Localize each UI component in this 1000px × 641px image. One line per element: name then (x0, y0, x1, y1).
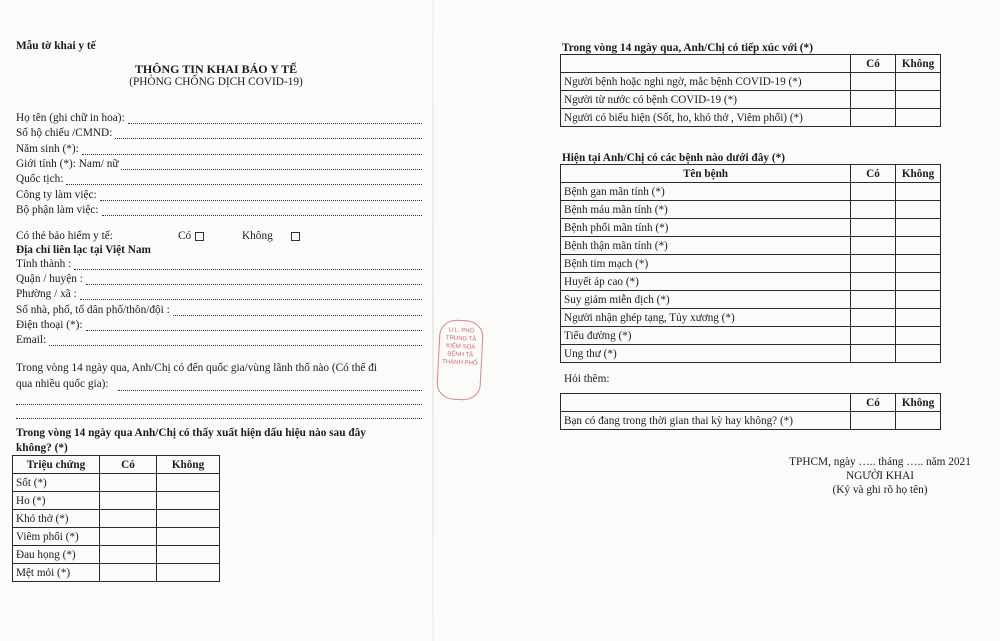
travel-answer-line[interactable] (16, 404, 422, 405)
ask-more-label: Hỏi thêm: (564, 373, 610, 385)
answer-yes-cell[interactable] (100, 546, 157, 564)
personal-field-input[interactable] (66, 184, 422, 185)
table-row (561, 291, 941, 309)
table-row (561, 255, 941, 273)
answer-no-cell[interactable] (896, 109, 941, 127)
table-row (13, 564, 220, 582)
address-field-label: Quận / huyện : (16, 273, 83, 286)
row-label: Viêm phổi (*) (13, 528, 100, 546)
insurance-label: Có thẻ bảo hiểm y tế: (16, 230, 113, 242)
column-header: Không (896, 165, 941, 183)
column-header: Không (157, 456, 220, 474)
personal-field-label: Quốc tịch: (16, 173, 64, 186)
insurance-no[interactable] (242, 230, 300, 242)
travel-answer-line[interactable] (118, 390, 422, 391)
answer-no-cell[interactable] (896, 291, 941, 309)
table-row (13, 546, 220, 564)
row-label: Bệnh tim mạch (*) (561, 255, 851, 273)
page-fold (432, 0, 434, 641)
row-label: Sốt (*) (13, 474, 100, 492)
answer-yes-cell[interactable] (851, 273, 896, 291)
answer-no-cell[interactable] (157, 528, 220, 546)
answer-yes-cell[interactable] (100, 528, 157, 546)
personal-field-input[interactable] (100, 200, 422, 201)
symptoms-question-line1: Trong vòng 14 ngày qua Anh/Chị có thấy xuất hiện dấu hiệu nào sau đây (16, 427, 366, 439)
form-subtitle: (PHÒNG CHỐNG DỊCH COVID-19) (129, 76, 303, 88)
row-label: Khó thở (*) (13, 510, 100, 528)
row-label: Tiểu đường (*) (561, 327, 851, 345)
signature-date-line: TPHCM, ngày ….. tháng ….. năm 2021 (789, 456, 971, 468)
table-header-row (13, 456, 220, 474)
answer-yes-cell[interactable] (100, 492, 157, 510)
row-label: Ung thư (*) (561, 345, 851, 363)
answer-no-cell[interactable] (896, 309, 941, 327)
table-row (561, 183, 941, 201)
insurance-yes-label: Có (178, 230, 192, 242)
row-label: Người bệnh hoặc nghi ngờ, mắc bệnh COVID-19 (*) (561, 73, 851, 91)
answer-no-cell[interactable] (896, 327, 941, 345)
table-row (561, 327, 941, 345)
row-label: Mệt mỏi (*) (13, 564, 100, 582)
address-field-label: Điện thoại (*): (16, 318, 83, 331)
stamp-text: BỆNH TẬ (447, 351, 474, 359)
answer-yes-cell[interactable] (851, 109, 896, 127)
table-row (561, 109, 941, 127)
answer-no-cell[interactable] (157, 564, 220, 582)
personal-field-label: Số hộ chiếu /CMND: (16, 127, 113, 140)
answer-no-cell[interactable] (896, 412, 941, 430)
answer-yes-cell[interactable] (851, 327, 896, 345)
personal-field-label: Công ty làm việc: (16, 188, 97, 201)
answer-yes-cell[interactable] (851, 291, 896, 309)
answer-yes-cell[interactable] (851, 237, 896, 255)
answer-no-cell[interactable] (896, 237, 941, 255)
disease-heading: Hiện tại Anh/Chị có các bệnh nào dưới đây (*) (562, 152, 785, 164)
table-row (561, 73, 941, 91)
answer-no-cell[interactable] (157, 474, 220, 492)
personal-field-label: Năm sinh (*): (16, 142, 79, 155)
table-row (561, 309, 941, 327)
column-header: Có (100, 456, 157, 474)
address-field-label: Email: (16, 334, 47, 346)
personal-field-input[interactable] (82, 154, 422, 155)
answer-no-cell[interactable] (896, 273, 941, 291)
symptoms-table (12, 455, 220, 582)
column-header: Triệu chứng (13, 456, 100, 474)
personal-field-label: Bộ phận làm việc: (16, 203, 99, 216)
column-header: Tên bệnh (561, 165, 851, 183)
table-row (561, 237, 941, 255)
address-field-input[interactable] (173, 315, 422, 316)
answer-no-cell[interactable] (896, 201, 941, 219)
answer-yes-cell[interactable] (100, 510, 157, 528)
symptoms-question-line2: không? (*) (16, 442, 68, 454)
address-field-label: Phường / xã : (16, 288, 77, 301)
address-field-input[interactable] (49, 345, 422, 346)
address-field-label: Số nhà, phố, tổ dân phố/thôn/đội : (16, 303, 170, 316)
travel-question-line1: Trong vòng 14 ngày qua, Anh/Chị có đến quốc gia/vùng lãnh thổ nào (Có thể đi (16, 362, 378, 374)
answer-no-cell[interactable] (157, 492, 220, 510)
row-label: Bệnh thận mãn tính (*) (561, 237, 851, 255)
table-header-row (561, 165, 941, 183)
address-field-input[interactable] (86, 284, 422, 285)
address-field-input[interactable] (74, 269, 422, 270)
insurance-yes[interactable] (178, 230, 204, 242)
answer-no-cell[interactable] (896, 183, 941, 201)
personal-field-label: Giới tính (*): Nam/ nữ (16, 157, 119, 170)
answer-yes-cell[interactable] (851, 91, 896, 109)
row-label: Bệnh gan mãn tính (*) (561, 183, 851, 201)
row-label: Đau họng (*) (13, 546, 100, 564)
travel-answer-line[interactable] (16, 418, 422, 419)
answer-no-cell[interactable] (896, 91, 941, 109)
table-row (561, 201, 941, 219)
checkbox-icon[interactable] (195, 232, 204, 241)
table-row (561, 219, 941, 237)
insurance-no-label: Không (242, 230, 273, 242)
answer-yes-cell[interactable] (851, 73, 896, 91)
answer-yes-cell[interactable] (851, 183, 896, 201)
table-row (561, 412, 941, 430)
column-header: Có (851, 165, 896, 183)
column-header: Có (851, 55, 896, 73)
answer-no-cell[interactable] (157, 546, 220, 564)
answer-no-cell[interactable] (896, 255, 941, 273)
address-field-input[interactable] (86, 330, 422, 331)
table-header-row (561, 55, 941, 73)
answer-yes-cell[interactable] (851, 255, 896, 273)
answer-yes-cell[interactable] (851, 309, 896, 327)
table-header-row (561, 394, 941, 412)
travel-question-line2: qua nhiều quốc gia): (16, 378, 109, 390)
table-row (561, 345, 941, 363)
signature-note: (Ký và ghi rõ họ tên) (832, 484, 928, 496)
answer-no-cell[interactable] (896, 73, 941, 91)
stamp-text: U.L. PHÒ (448, 327, 475, 335)
table-row (13, 510, 220, 528)
form-label: Mẫu tờ khai y tế (16, 40, 96, 52)
pregnancy-table (560, 393, 941, 430)
personal-field-input[interactable] (115, 138, 422, 139)
column-header: Không (896, 394, 941, 412)
row-label: Ho (*) (13, 492, 100, 510)
answer-yes-cell[interactable] (851, 201, 896, 219)
table-row (13, 528, 220, 546)
row-label: Bệnh phổi mãn tính (*) (561, 219, 851, 237)
row-label: Người từ nước có bệnh COVID-19 (*) (561, 91, 851, 109)
answer-yes-cell[interactable] (100, 564, 157, 582)
stamp-text: KIỂM SOÁ (446, 343, 476, 351)
address-field-input[interactable] (80, 299, 422, 300)
address-heading: Địa chỉ liên lạc tại Việt Nam (16, 244, 151, 256)
red-stamp-seal (436, 319, 484, 401)
stamp-text: THÀNH PHỐ (442, 359, 478, 367)
row-label: Người nhận ghép tạng, Tủy xương (*) (561, 309, 851, 327)
row-label: Người có biểu hiện (Sốt, ho, khó thở , Viêm phổi) (*) (561, 109, 851, 127)
answer-no-cell[interactable] (157, 510, 220, 528)
form-title: THÔNG TIN KHAI BÁO Y TẾ (134, 62, 298, 76)
table-row (13, 492, 220, 510)
table-row (561, 273, 941, 291)
contact-table (560, 54, 941, 127)
answer-yes-cell[interactable] (851, 219, 896, 237)
personal-field-label: Họ tên (ghi chữ in hoa): (16, 112, 125, 124)
personal-field-input[interactable] (102, 215, 422, 216)
column-header (561, 55, 851, 73)
row-label: Bệnh máu mãn tính (*) (561, 201, 851, 219)
answer-no-cell[interactable] (896, 345, 941, 363)
answer-yes-cell[interactable] (851, 345, 896, 363)
disease-table (560, 164, 941, 363)
row-label: Suy giảm miễn dịch (*) (561, 291, 851, 309)
signer-label: NGƯỜI KHAI (845, 470, 915, 482)
answer-no-cell[interactable] (896, 219, 941, 237)
column-header: Có (851, 394, 896, 412)
table-row (561, 91, 941, 109)
personal-field-input[interactable] (128, 123, 422, 124)
answer-yes-cell[interactable] (851, 412, 896, 430)
address-field-label: Tỉnh thành : (16, 258, 72, 270)
answer-yes-cell[interactable] (100, 474, 157, 492)
row-label: Bạn có đang trong thời gian thai kỳ hay không? (*) (561, 412, 851, 430)
personal-field-input[interactable] (121, 169, 422, 170)
stamp-text: TRUNG TÂ (445, 335, 477, 343)
table-row (13, 474, 220, 492)
contact-heading: Trong vòng 14 ngày qua, Anh/Chị có tiếp xúc với (*) (562, 42, 813, 54)
checkbox-icon[interactable] (291, 232, 300, 241)
column-header: Không (896, 55, 941, 73)
column-header (561, 394, 851, 412)
row-label: Huyết áp cao (*) (561, 273, 851, 291)
